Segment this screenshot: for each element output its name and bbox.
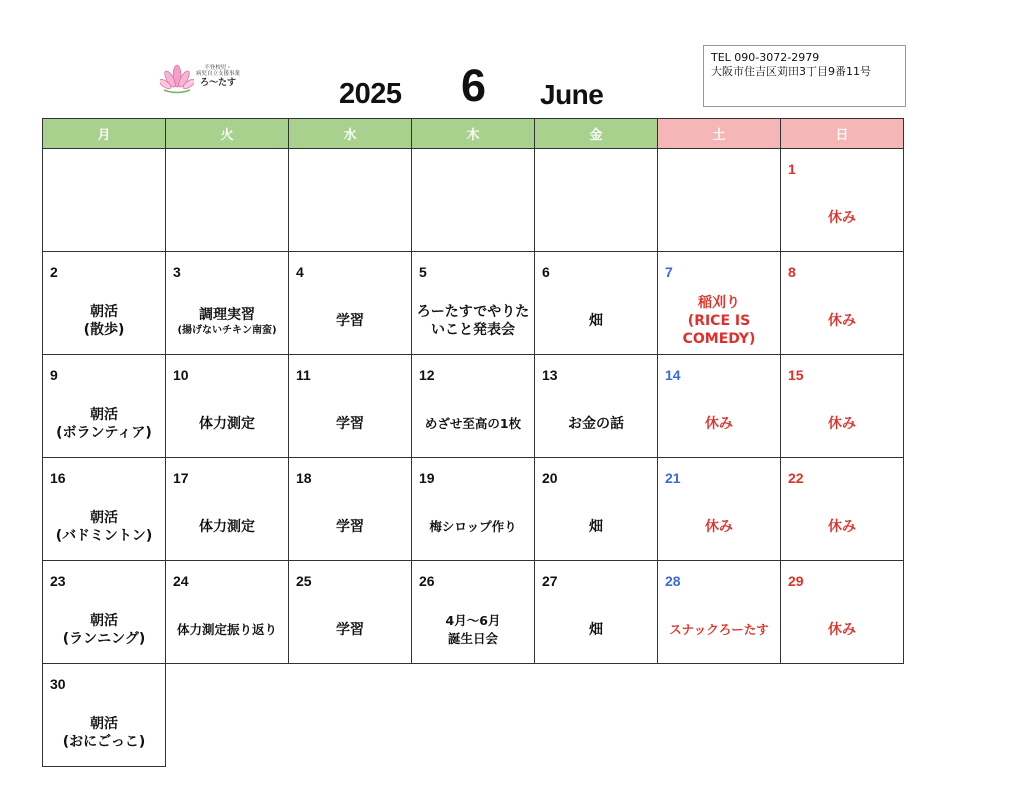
event-line: (おにごっこ) [62,734,146,750]
day-number: 11 [296,367,311,383]
day-cell [43,355,166,458]
event-line: 朝活 [90,510,118,526]
day-cell [658,252,781,355]
day-cell [412,252,535,355]
event-text [781,391,903,457]
week-row [43,664,904,767]
day-number: 16 [50,470,66,486]
empty-cell [289,664,412,767]
day-number: 4 [296,264,304,280]
event-line: いこと発表会 [431,322,515,338]
day-number: 5 [419,264,427,280]
day-cell [289,561,412,664]
weekday-header-fri: 金 [535,119,658,149]
event-line: 朝活 [90,407,118,423]
day-cell [43,664,166,767]
empty-cell [658,664,781,767]
day-cell [781,561,904,664]
event-text [412,597,534,663]
event-text [535,391,657,457]
day-number: 18 [296,470,312,486]
event-text [289,597,411,663]
day-number: 21 [665,470,681,486]
event-line: 休み [705,519,733,535]
day-number: 27 [542,573,558,589]
lotus-icon [160,59,194,95]
logo-tagline-2: 病児自立支援事業 [196,70,241,77]
day-number: 26 [419,573,435,589]
event-line: COMEDY) [682,331,756,347]
weekday-header-row [43,119,904,149]
week-row [43,561,904,664]
week-row [43,252,904,355]
day-number: 19 [419,470,435,486]
day-number: 13 [542,367,558,383]
day-cell [412,561,535,664]
event-text [535,288,657,354]
event-text [289,288,411,354]
day-number: 25 [296,573,312,589]
event-line: 休み [828,313,856,329]
event-text [412,494,534,560]
event-line: 学習 [336,622,364,638]
logo-name: ろ〜たす [200,78,237,88]
event-line: 体力測定 [199,519,255,535]
day-cell [658,561,781,664]
event-text [781,185,903,251]
event-text [412,288,534,354]
day-cell [289,149,412,252]
event-text [166,391,288,457]
day-cell [166,149,289,252]
day-cell [535,355,658,458]
event-text [781,288,903,354]
event-line: (RICE IS [687,313,751,329]
day-cell [43,458,166,561]
logo [160,57,265,97]
logo-tagline-1: 不登校児・ [204,65,232,71]
day-cell [166,561,289,664]
empty-cell [535,664,658,767]
day-cell [289,355,412,458]
event-text [43,288,165,354]
day-number: 9 [50,367,58,383]
day-number: 10 [173,367,189,383]
event-text [43,597,165,663]
event-line: 学習 [336,313,364,329]
day-cell [412,149,535,252]
day-number: 23 [50,573,66,589]
day-cell [166,355,289,458]
day-cell [658,458,781,561]
contact-box [703,45,906,107]
weekday-header-sat: 土 [658,119,781,149]
event-text [781,597,903,663]
day-number: 2 [50,264,58,280]
event-text [166,494,288,560]
event-line: 朝活 [90,716,118,732]
day-cell [658,355,781,458]
empty-cell [166,664,289,767]
event-line: 学習 [336,416,364,432]
event-line: お金の話 [568,416,624,432]
event-line: 休み [828,622,856,638]
day-cell [289,252,412,355]
event-line: スナックろーたす [669,622,769,637]
event-line: 朝活 [90,613,118,629]
day-cell [781,355,904,458]
day-number: 17 [173,470,189,486]
event-line: 休み [828,416,856,432]
day-cell [535,561,658,664]
day-number: 22 [788,470,804,486]
month-name: June [540,79,604,110]
event-text [658,391,780,457]
weekday-header-sun: 日 [781,119,904,149]
contact-phone: TEL 090-3072-2979 [711,51,820,64]
day-cell [43,561,166,664]
event-line: 体力測定振り返り [176,622,277,637]
event-line: 畑 [589,313,603,329]
day-number: 15 [788,367,804,383]
weekday-header-wed: 水 [289,119,412,149]
day-cell [781,458,904,561]
event-line: 梅シロップ作り [429,519,517,534]
event-subtext: (揚げないチキン南蛮) [177,324,277,336]
day-cell [781,252,904,355]
event-line: (散歩) [83,322,125,338]
event-text [658,288,780,354]
week-row [43,149,904,252]
event-text [43,494,165,560]
weekday-header-thu: 木 [412,119,535,149]
day-number: 20 [542,470,558,486]
event-text [43,391,165,457]
day-cell [43,252,166,355]
day-cell [289,458,412,561]
event-text [289,391,411,457]
event-line: (バドミントン) [55,528,153,544]
event-line: (ボランティア) [56,425,152,441]
event-text [535,597,657,663]
event-text [166,597,288,663]
day-number: 3 [173,264,181,280]
weekday-header-mon: 月 [43,119,166,149]
event-text [535,494,657,560]
week-row [43,355,904,458]
event-text [43,700,165,766]
empty-cell [781,664,904,767]
week-row [43,458,904,561]
day-cell [781,149,904,252]
event-line: 4月〜6月 [445,613,501,628]
event-line: 朝活 [90,304,118,320]
calendar-grid [42,118,904,767]
event-line: (ランニング) [62,631,146,647]
event-text [658,494,780,560]
event-line: ろーたすでやりた [416,304,530,320]
event-line: 休み [828,210,856,226]
day-number: 6 [542,264,550,280]
empty-cell [412,664,535,767]
weekday-header-tue: 火 [166,119,289,149]
day-cell [412,458,535,561]
day-cell [166,458,289,561]
day-cell [166,252,289,355]
event-line: 体力測定 [199,416,255,432]
event-line: 学習 [336,519,364,535]
event-text [166,288,288,354]
event-line: めざせ至高の1枚 [424,416,522,431]
event-text [289,494,411,560]
event-line: 調理実習 [199,306,255,323]
month-number: 6 [461,60,487,111]
day-cell [412,355,535,458]
year-title: 2025 [339,78,402,110]
day-number: 30 [50,676,66,692]
event-text [412,391,534,457]
day-cell [43,149,166,252]
event-line: 畑 [589,622,603,638]
contact-address: 大阪市住吉区苅田3丁目9番11号 [711,65,871,78]
event-text [781,494,903,560]
day-number: 7 [665,264,673,280]
day-number: 12 [419,367,435,383]
event-line: 休み [705,416,733,432]
day-number: 24 [173,573,189,589]
day-cell [535,458,658,561]
event-line: 誕生日会 [447,631,498,646]
day-cell [658,149,781,252]
day-cell [535,252,658,355]
event-line: 畑 [589,519,603,535]
day-cell [535,149,658,252]
day-number: 1 [788,161,796,177]
event-line: 稲刈り [698,295,740,311]
day-number: 14 [665,367,681,383]
event-line: 休み [828,519,856,535]
day-number: 29 [788,573,804,589]
day-number: 8 [788,264,796,280]
day-number: 28 [665,573,681,589]
event-text [658,597,780,663]
